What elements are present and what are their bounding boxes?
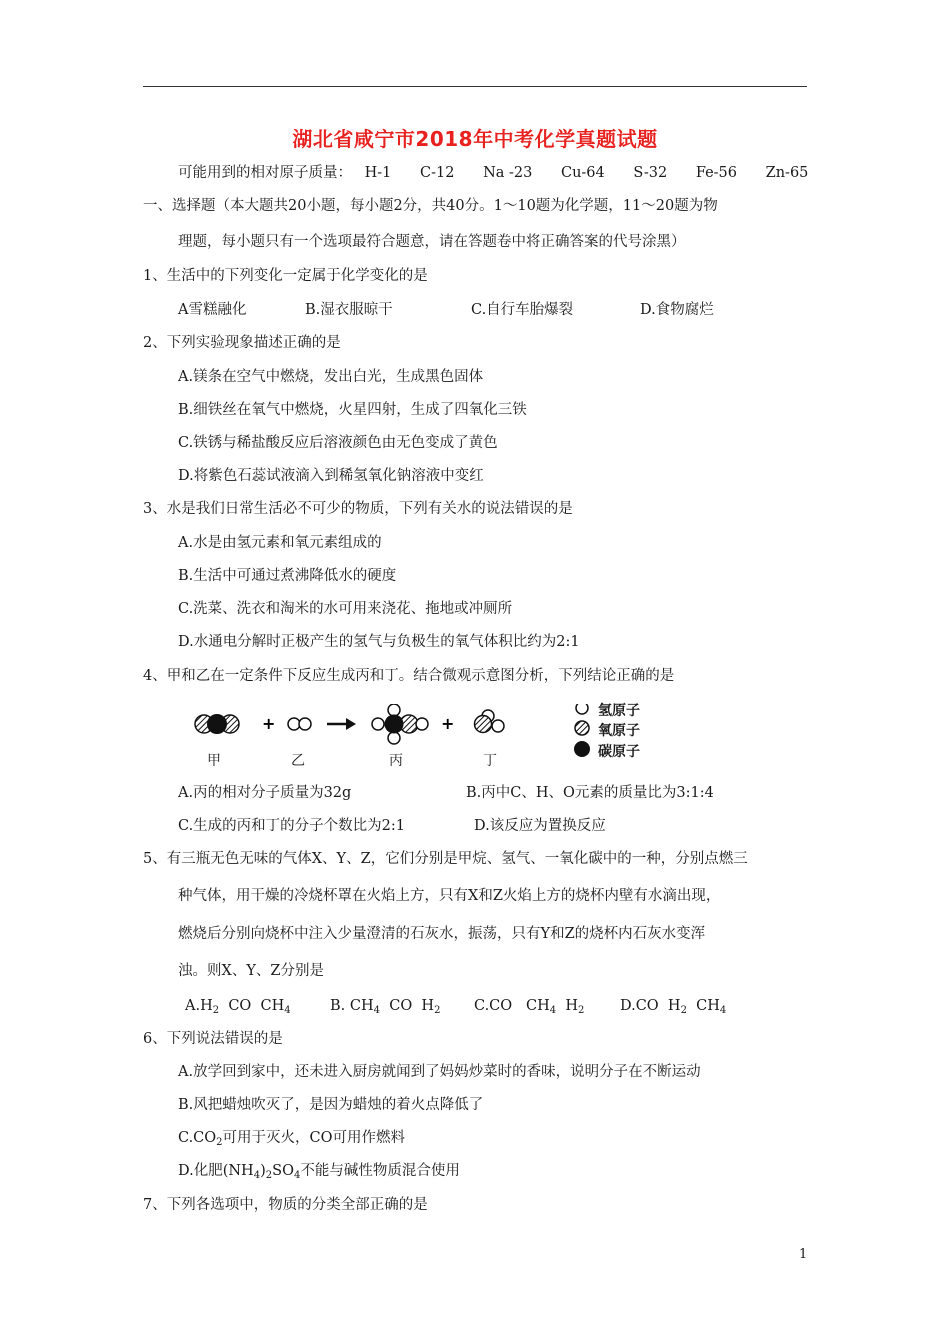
q3-option-c: C.洗菜、洗衣和淘米的水可用来浇花、拖地或冲厕所 [178, 601, 513, 617]
q5-line1: 5、有三瓶无色无味的气体X、Y、Z，它们分别是甲烷、氢气、一氧化碳中的一种，分别点燃三 [143, 851, 748, 867]
reaction-diagram-svg [190, 704, 660, 772]
mass-c: C-12 [420, 165, 455, 181]
atomic-mass-label: 可能用到的相对原子质量： [178, 165, 352, 181]
atomic-mass-row [178, 164, 808, 182]
legend-carbon-label: 碳原子 [598, 744, 640, 760]
mass-h: H-1 [364, 165, 392, 181]
plus-sign-2: + [441, 714, 455, 733]
molecule-ding [475, 710, 505, 733]
q3-option-b: B.生活中可通过煮沸降低水的硬度 [178, 568, 397, 584]
q2-option-c: C.铁锈与稀盐酸反应后溶液颜色由无色变成了黄色 [178, 435, 498, 451]
q1-stem: 1、生活中的下列变化一定属于化学变化的是 [143, 268, 428, 284]
legend-hydrogen-label: 氢原子 [598, 703, 640, 719]
q2-option-b: B.细铁丝在氧气中燃烧，火星四射，生成了四氧化三铁 [178, 402, 527, 418]
q4-option-a: A.丙的相对分子质量为32g [178, 785, 352, 801]
mass-cu: Cu-64 [560, 165, 605, 181]
page-title: 湖北省咸宁市2018年中考化学真题试题 [292, 127, 658, 151]
molecule-yi [288, 718, 311, 730]
q5-line4: 浊。则X、Y、Z分别是 [178, 963, 324, 979]
mass-fe: Fe-56 [695, 165, 738, 181]
legend-carbon-icon [574, 741, 590, 757]
q5-option-d: D.CO $H_2$ $CH_4$ [620, 998, 727, 1016]
legend-oxygen-label: 氧原子 [598, 723, 640, 739]
molecule-bing [372, 704, 428, 744]
q5-line3: 燃烧后分别向烧杯中注入少量澄清的石灰水，振荡，只有Y和Z的烧杯内石灰水变浑 [178, 926, 706, 942]
q1-option-b: B.湿衣服晾干 [305, 302, 393, 318]
q3-option-d: D.水通电分解时正极产生的氢气与负极生的氧气体积比约为2:1 [178, 634, 580, 650]
q4-option-b: B.丙中C、H、O元素的质量比为3:1:4 [466, 785, 714, 801]
label-bing: 丙 [389, 753, 403, 769]
label-jia: 甲 [207, 753, 221, 769]
label-yi: 乙 [291, 753, 305, 769]
q1-option-c: C.自行车胎爆裂 [471, 302, 574, 318]
q3-stem: 3、水是我们日常生活必不可少的物质，下列有关水的说法错误的是 [143, 501, 573, 517]
q6-option-d: D.化肥$(NH_4)_2SO_4$不能与碱性物质混合使用 [178, 1163, 460, 1181]
q4-stem: 4、甲和乙在一定条件下反应生成丙和丁。结合微观示意图分析，下列结论正确的是 [143, 668, 675, 684]
q6-option-c: $C.CO_2$可用于灭火，CO可用作燃料 [178, 1130, 406, 1148]
q3-option-a: A.水是由氢元素和氧元素组成的 [178, 535, 382, 551]
q1-option-d: D.食物腐烂 [640, 302, 714, 318]
legend-oxygen-icon [575, 721, 589, 735]
header-rule [143, 86, 807, 87]
legend-hydrogen-icon [576, 704, 588, 714]
q2-option-a: A.镁条在空气中燃烧，发出白光，生成黑色固体 [178, 369, 484, 385]
plus-sign-1: + [262, 714, 276, 733]
reaction-arrow-icon [327, 718, 356, 730]
section-heading-line1: 一、选择题（本大题共20小题，每小题2分，共40分。1～10题为化学题，11～20题为物 [143, 198, 718, 214]
q5-option-b: B. $CH_4$ CO $H_2$ [330, 998, 441, 1016]
section-heading-line2: 理题，每小题只有一个选项最符合题意，请在答题卷中将正确答案的代号涂黑） [178, 234, 686, 250]
molecule-jia [195, 715, 239, 734]
label-ding: 丁 [483, 753, 497, 769]
q5-option-a: $A.H_2$ CO $CH_4$ [185, 998, 291, 1016]
q4-option-d: D.该反应为置换反应 [474, 818, 606, 834]
mass-s: S-32 [633, 165, 668, 181]
q1-option-a: A雪糕融化 [178, 302, 247, 318]
mass-zn: Zn-65 [765, 165, 809, 181]
q5-line2: 种气体，用干燥的冷烧杯罩在火焰上方，只有X和Z火焰上方的烧杯内壁有水滴出现， [178, 888, 721, 904]
q2-stem: 2、下列实验现象描述正确的是 [143, 335, 341, 351]
q6-option-b: B.风把蜡烛吹灭了，是因为蜡烛的着火点降低了 [178, 1097, 484, 1113]
reaction-diagram [190, 704, 660, 772]
q2-option-d: D.将紫色石蕊试液滴入到稀氢氧化钠溶液中变红 [178, 468, 484, 484]
q6-option-a: A.放学回到家中，还未进入厨房就闻到了妈妈炒菜时的香味，说明分子在不断运动 [178, 1064, 701, 1080]
mass-na: Na -23 [483, 165, 533, 181]
q5-option-c: C.CO $CH_4$ $H_2$ [474, 998, 585, 1016]
q4-option-c: C.生成的丙和丁的分子个数比为2:1 [178, 818, 406, 834]
q7-stem: 7、下列各选项中，物质的分类全部正确的是 [143, 1197, 428, 1213]
page-number: 1 [799, 1247, 808, 1262]
q6-stem: 6、下列说法错误的是 [143, 1031, 283, 1047]
